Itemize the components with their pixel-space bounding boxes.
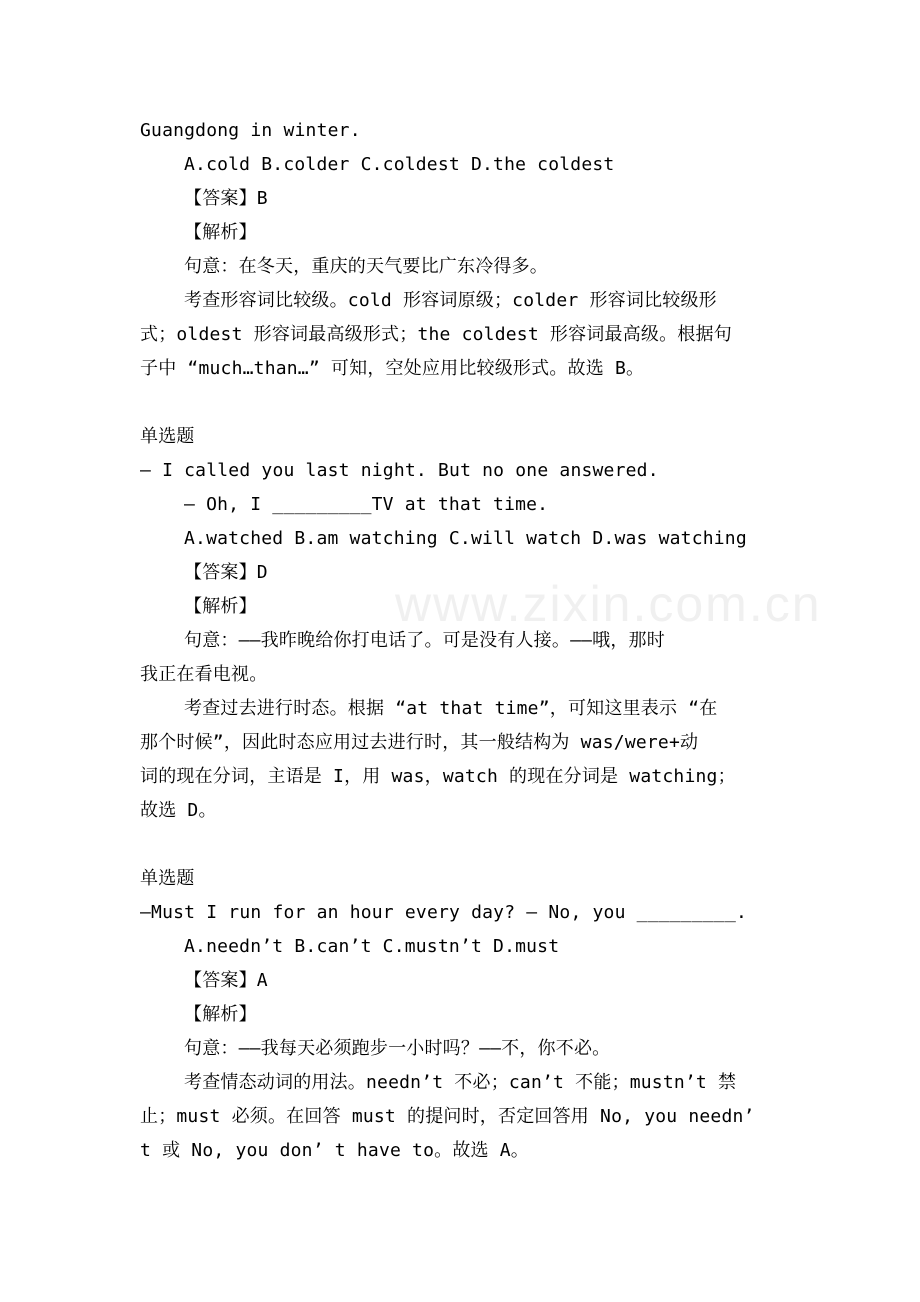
q2-dialogue-line-1: — I called you last night. But no one answered. xyxy=(140,460,659,481)
q1-explanation-line-3: 子中 “much…than…” 可知，空处应用比较级形式。故选 B。 xyxy=(140,358,645,379)
q3-explanation-line-3: t 或 No, you don’ t have to。故选 A。 xyxy=(140,1140,529,1161)
q3-explanation-line-1: 考查情态动词的用法。needn’t 不必；can’t 不能；mustn’t 禁 xyxy=(184,1072,737,1093)
q2-type-heading: 单选题 xyxy=(140,426,195,447)
q3-dialogue-line-1: —Must I run for an hour every day? — No, you _________. xyxy=(140,902,748,923)
q2-explanation-line-1: 考查过去进行时态。根据 “at that time”，可知这里表示 “在 xyxy=(184,698,718,719)
q3-type-heading: 单选题 xyxy=(140,868,195,889)
q2-dialogue-line-2: — Oh, I _________TV at that time. xyxy=(184,494,549,515)
q2-options: A.watched B.am watching C.will watch D.was watching xyxy=(184,528,747,549)
q1-question-tail: Guangdong in winter. xyxy=(140,120,361,141)
q2-explanation-line-4: 故选 D。 xyxy=(140,800,217,821)
q3-options: A.needn’t B.can’t C.mustn’t D.must xyxy=(184,936,560,957)
q3-analysis-label: 【解析】 xyxy=(184,1004,257,1025)
q1-answer: 【答案】B xyxy=(184,188,268,209)
q2-explanation-line-3: 词的现在分词，主语是 I，用 was，watch 的现在分词是 watching； xyxy=(140,766,736,787)
q1-meaning: 句意：在冬天，重庆的天气要比广东冷得多。 xyxy=(184,256,548,277)
q1-explanation-line-2: 式；oldest 形容词最高级形式；the coldest 形容词最高级。根据句 xyxy=(140,324,732,345)
watermark: www.zixin.com.cn xyxy=(395,576,822,632)
q2-analysis-label: 【解析】 xyxy=(184,596,257,617)
q3-meaning: 句意：——我每天必须跑步一小时吗？——不，你不必。 xyxy=(184,1038,611,1059)
q3-answer: 【答案】A xyxy=(184,970,268,991)
q1-analysis-label: 【解析】 xyxy=(184,222,257,243)
q1-options: A.cold B.colder C.coldest D.the coldest xyxy=(184,154,615,175)
q2-meaning-line-1: 句意：——我昨晚给你打电话了。可是没有人接。——哦，那时 xyxy=(184,630,665,651)
q3-explanation-line-2: 止；must 必须。在回答 must 的提问时，否定回答用 No, you needn’ xyxy=(140,1106,755,1127)
q1-explanation-line-1: 考查形容词比较级。cold 形容词原级；colder 形容词比较级形 xyxy=(184,290,717,311)
q2-answer: 【答案】D xyxy=(184,562,268,583)
q2-meaning-line-2: 我正在看电视。 xyxy=(140,664,268,685)
q2-explanation-line-2: 那个时候”，因此时态应用过去进行时，其一般结构为 was/were+动 xyxy=(140,732,699,753)
